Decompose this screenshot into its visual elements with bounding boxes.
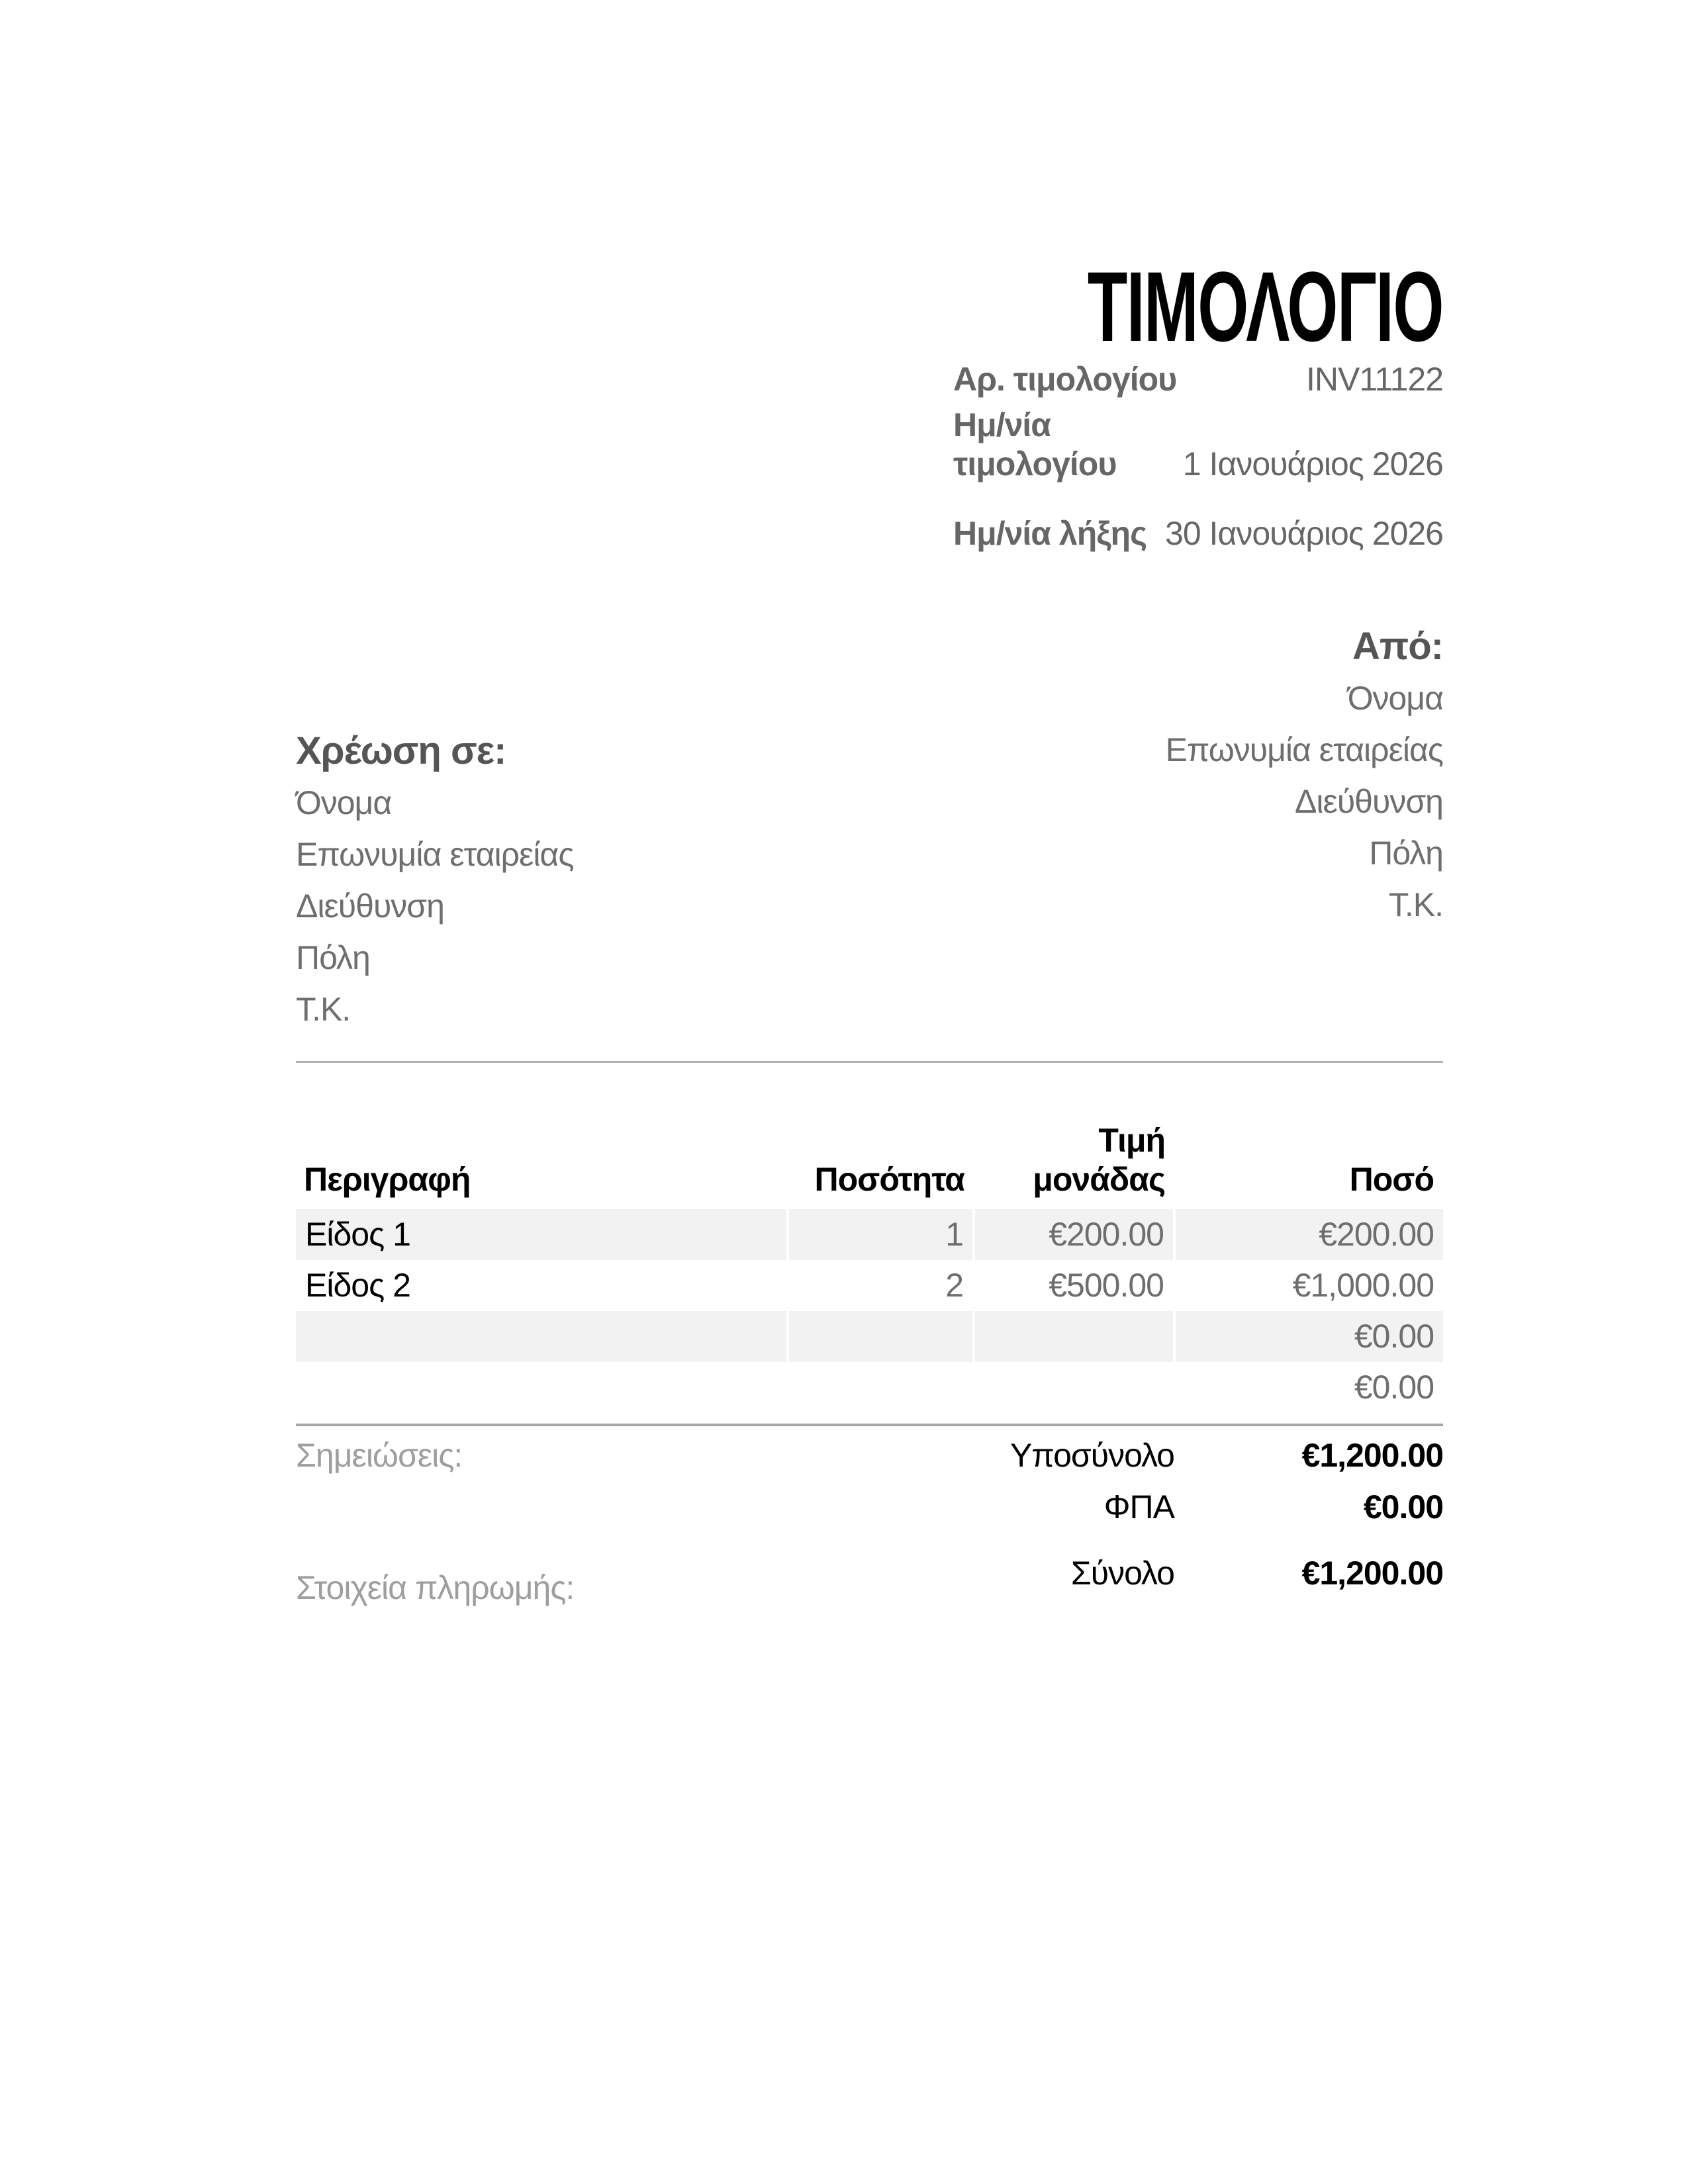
subtotal-value: €1,200.00 [1301,1437,1443,1474]
total-value: €1,200.00 [1301,1555,1443,1592]
payment-details-label: Στοιχεία πληρωμής: [296,1569,575,1606]
invoice-date-value: 1 Ιανουάριος 2026 [1182,445,1443,482]
from-block [1166,621,1443,1035]
section-divider-top [296,1061,1443,1063]
invoice-number-row [953,360,1443,399]
bill-to-block [296,725,573,1035]
item-description: Είδος 2 [305,1267,410,1304]
total-row [953,1555,1443,1592]
total-label: Σύνολο [1070,1555,1174,1592]
from-postal-code: Τ.Κ. [1388,886,1443,923]
line-items-body [296,1209,1443,1413]
table-row [296,1209,1443,1260]
line-items-table [296,1095,1443,1413]
item-quantity: 1 [788,1209,974,1260]
bill-to-name: Όνομα [296,784,392,821]
bill-to-company: Επωνυμία εταιρείας [296,836,574,873]
item-description: Είδος 1 [296,1209,788,1260]
tax-value: €0.00 [1363,1488,1443,1525]
item-amount: €0.00 [1174,1311,1443,1362]
due-date-row [953,514,1443,553]
item-quantity [788,1362,974,1413]
page-title-text: ΤΙΜΟΛΟΓΙΟ [1087,251,1443,362]
totals-column [953,1437,1443,1606]
from-heading: Από: [1352,625,1443,668]
due-date-value: 30 Ιανουάριος 2026 [1165,515,1443,552]
item-amount: €200.00 [1174,1209,1443,1260]
section-divider-bottom [296,1424,1443,1426]
header-amount: Ποσό [1349,1161,1434,1198]
subtotal-label: Υποσύνολο [1009,1437,1174,1474]
header-quantity: Ποσότητα [814,1161,964,1198]
addresses-section [296,621,1443,1035]
invoice-number-label: Αρ. τιμολογίου [953,361,1177,398]
item-unit-price [974,1311,1174,1362]
invoice-number-value: INV11122 [1306,361,1443,398]
summary-section [296,1437,1443,1607]
tax-row [953,1488,1443,1526]
item-description [296,1362,788,1413]
table-row [296,1260,1443,1311]
item-unit-price [974,1362,1174,1413]
item-quantity: 2 [788,1260,974,1311]
invoice-meta [953,360,1443,553]
from-city: Πόλη [1369,835,1443,872]
bill-to-postal-code: Τ.Κ. [296,991,351,1028]
header-description: Περιγραφή [304,1161,471,1198]
table-row [296,1311,1443,1362]
item-unit-price: €500.00 [974,1260,1174,1311]
line-items-header [296,1095,1443,1209]
invoice-date-row [953,406,1443,484]
from-company: Επωνυμία εταιρείας [1165,731,1443,768]
tax-label: ΦΠΑ [1103,1488,1174,1525]
bill-to-city: Πόλη [296,939,370,976]
header-unit-price: Τιμή μονάδας [1033,1122,1165,1198]
page-title [296,251,1443,362]
notes-label: Σημειώσεις: [296,1437,463,1474]
item-amount: €1,000.00 [1174,1260,1443,1311]
due-date-label: Ημ/νία λήξης [953,515,1147,552]
item-quantity [788,1311,974,1362]
subtotal-row [953,1437,1443,1475]
invoice-content [296,251,1443,1607]
header-row [296,1095,1443,1209]
item-description [296,1311,788,1362]
item-amount: €0.00 [1174,1362,1443,1413]
table-row [296,1362,1443,1413]
from-name: Όνομα [1347,680,1443,717]
from-address: Διεύθυνση [1295,783,1443,820]
item-unit-price: €200.00 [974,1209,1174,1260]
notes-column [296,1437,953,1607]
bill-to-heading: Χρέωση σε: [296,729,506,772]
bill-to-address: Διεύθυνση [296,887,444,925]
invoice-date-label: Ημ/νία τιμολογίου [953,406,1117,482]
